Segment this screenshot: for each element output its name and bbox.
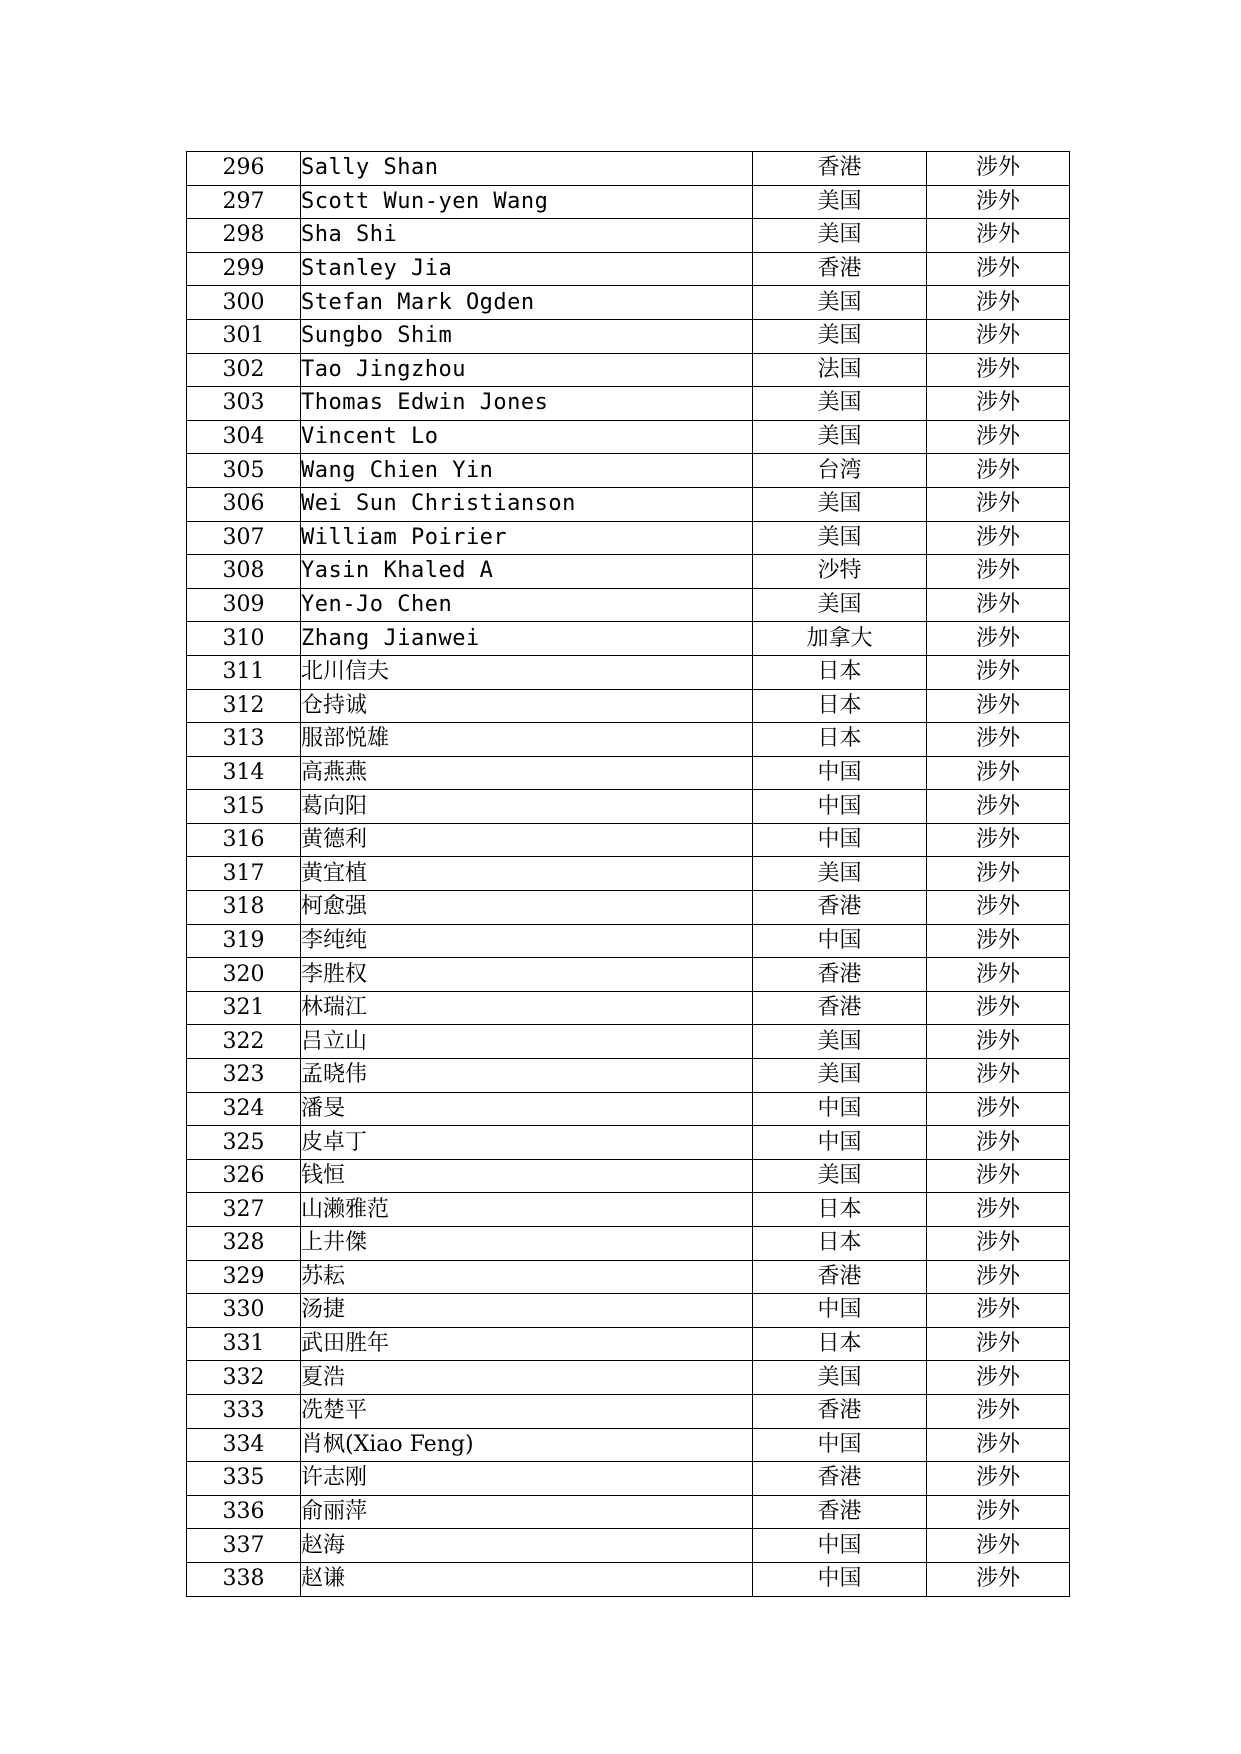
name-cell: Yasin Khaled A (301, 555, 753, 589)
name-cell: 汤捷 (301, 1294, 753, 1328)
name-cell: Stanley Jia (301, 252, 753, 286)
table-row (187, 655, 1070, 689)
category-cell: 涉外 (927, 387, 1070, 421)
row-number-cell: 330 (187, 1294, 301, 1328)
row-number-cell: 312 (187, 689, 301, 723)
region-cell: 香港 (753, 891, 927, 925)
region-cell: 日本 (753, 1227, 927, 1261)
name-cell: Yen-Jo Chen (301, 588, 753, 622)
name-cell: 柯愈强 (301, 891, 753, 925)
region-cell: 香港 (753, 252, 927, 286)
region-cell: 加拿大 (753, 622, 927, 656)
table-row (187, 823, 1070, 857)
row-number-cell: 306 (187, 487, 301, 521)
category-cell: 涉外 (927, 1193, 1070, 1227)
category-cell: 涉外 (927, 555, 1070, 589)
name-cell: 赵谦 (301, 1562, 753, 1596)
table-row (187, 1227, 1070, 1261)
name-cell: Wei Sun Christianson (301, 487, 753, 521)
region-cell: 中国 (753, 756, 927, 790)
row-number-cell: 301 (187, 319, 301, 353)
table-row (187, 891, 1070, 925)
row-number-cell: 317 (187, 857, 301, 891)
row-number-cell: 299 (187, 252, 301, 286)
region-cell: 美国 (753, 487, 927, 521)
table-row (187, 353, 1070, 387)
name-cell: 皮卓丁 (301, 1126, 753, 1160)
region-cell: 中国 (753, 924, 927, 958)
region-cell: 美国 (753, 286, 927, 320)
name-cell: Vincent Lo (301, 420, 753, 454)
region-cell: 美国 (753, 420, 927, 454)
category-cell: 涉外 (927, 1059, 1070, 1093)
table-row (187, 152, 1070, 186)
region-cell: 美国 (753, 185, 927, 219)
table-row (187, 924, 1070, 958)
table-row (187, 723, 1070, 757)
category-cell: 涉外 (927, 1126, 1070, 1160)
name-cell: 高燕燕 (301, 756, 753, 790)
table-row (187, 622, 1070, 656)
region-cell: 中国 (753, 790, 927, 824)
category-cell: 涉外 (927, 1327, 1070, 1361)
row-number-cell: 335 (187, 1462, 301, 1496)
name-cell: 武田胜年 (301, 1327, 753, 1361)
row-number-cell: 323 (187, 1059, 301, 1093)
category-cell: 涉外 (927, 454, 1070, 488)
row-number-cell: 318 (187, 891, 301, 925)
category-cell: 涉外 (927, 756, 1070, 790)
name-cell: 李胜权 (301, 958, 753, 992)
region-cell: 美国 (753, 219, 927, 253)
row-number-cell: 328 (187, 1227, 301, 1261)
region-cell: 日本 (753, 1327, 927, 1361)
region-cell: 日本 (753, 1193, 927, 1227)
row-number-cell: 327 (187, 1193, 301, 1227)
name-cell: 潘旻 (301, 1092, 753, 1126)
table-row (187, 1562, 1070, 1596)
name-cell: 苏耘 (301, 1260, 753, 1294)
row-number-cell: 307 (187, 521, 301, 555)
name-cell: 黄德利 (301, 823, 753, 857)
region-cell: 美国 (753, 319, 927, 353)
name-cell: 俞丽萍 (301, 1495, 753, 1529)
name-cell: Sally Shan (301, 152, 753, 186)
table-row (187, 857, 1070, 891)
category-cell: 涉外 (927, 1361, 1070, 1395)
name-cell: 肖枫(Xiao Feng) (301, 1428, 753, 1462)
region-cell: 美国 (753, 387, 927, 421)
row-number-cell: 338 (187, 1562, 301, 1596)
category-cell: 涉外 (927, 1159, 1070, 1193)
table-row (187, 252, 1070, 286)
registry-table-body (187, 152, 1070, 1597)
row-number-cell: 298 (187, 219, 301, 253)
category-cell: 涉外 (927, 924, 1070, 958)
name-cell: William Poirier (301, 521, 753, 555)
category-cell: 涉外 (927, 286, 1070, 320)
name-cell: 北川信夫 (301, 655, 753, 689)
table-row (187, 1059, 1070, 1093)
table-row (187, 756, 1070, 790)
category-cell: 涉外 (927, 487, 1070, 521)
region-cell: 中国 (753, 1294, 927, 1328)
name-cell: 李纯纯 (301, 924, 753, 958)
region-cell: 美国 (753, 521, 927, 555)
row-number-cell: 324 (187, 1092, 301, 1126)
region-cell: 香港 (753, 1394, 927, 1428)
table-row (187, 454, 1070, 488)
category-cell: 涉外 (927, 655, 1070, 689)
table-row (187, 521, 1070, 555)
category-cell: 涉外 (927, 723, 1070, 757)
category-cell: 涉外 (927, 152, 1070, 186)
table-row (187, 790, 1070, 824)
region-cell: 香港 (753, 152, 927, 186)
category-cell: 涉外 (927, 790, 1070, 824)
table-row (187, 1428, 1070, 1462)
table-row (187, 387, 1070, 421)
region-cell: 美国 (753, 1159, 927, 1193)
row-number-cell: 311 (187, 655, 301, 689)
table-row (187, 420, 1070, 454)
row-number-cell: 333 (187, 1394, 301, 1428)
name-cell: 服部悦雄 (301, 723, 753, 757)
table-row (187, 1529, 1070, 1563)
region-cell: 美国 (753, 1059, 927, 1093)
table-row (187, 286, 1070, 320)
row-number-cell: 329 (187, 1260, 301, 1294)
region-cell: 香港 (753, 1462, 927, 1496)
name-cell: Wang Chien Yin (301, 454, 753, 488)
category-cell: 涉外 (927, 353, 1070, 387)
region-cell: 日本 (753, 723, 927, 757)
table-row (187, 555, 1070, 589)
row-number-cell: 314 (187, 756, 301, 790)
category-cell: 涉外 (927, 1092, 1070, 1126)
region-cell: 中国 (753, 823, 927, 857)
table-row (187, 689, 1070, 723)
name-cell: 孟晓伟 (301, 1059, 753, 1093)
region-cell: 香港 (753, 1495, 927, 1529)
category-cell: 涉外 (927, 689, 1070, 723)
region-cell: 中国 (753, 1126, 927, 1160)
name-cell: Zhang Jianwei (301, 622, 753, 656)
row-number-cell: 309 (187, 588, 301, 622)
row-number-cell: 336 (187, 1495, 301, 1529)
row-number-cell: 300 (187, 286, 301, 320)
table-row (187, 1193, 1070, 1227)
row-number-cell: 325 (187, 1126, 301, 1160)
category-cell: 涉外 (927, 1495, 1070, 1529)
region-cell: 美国 (753, 1361, 927, 1395)
table-row (187, 958, 1070, 992)
region-cell: 美国 (753, 1025, 927, 1059)
name-cell: 许志刚 (301, 1462, 753, 1496)
table-row (187, 1495, 1070, 1529)
name-cell: 上井傑 (301, 1227, 753, 1261)
row-number-cell: 313 (187, 723, 301, 757)
table-row (187, 219, 1070, 253)
name-cell: 黄宜植 (301, 857, 753, 891)
region-cell: 香港 (753, 958, 927, 992)
category-cell: 涉外 (927, 857, 1070, 891)
row-number-cell: 303 (187, 387, 301, 421)
category-cell: 涉外 (927, 891, 1070, 925)
table-row (187, 1260, 1070, 1294)
category-cell: 涉外 (927, 252, 1070, 286)
name-cell: 山濑雅范 (301, 1193, 753, 1227)
region-cell: 日本 (753, 655, 927, 689)
table-row (187, 1327, 1070, 1361)
table-row (187, 487, 1070, 521)
name-cell: 仓持诚 (301, 689, 753, 723)
table-row (187, 991, 1070, 1025)
row-number-cell: 308 (187, 555, 301, 589)
table-row (187, 1092, 1070, 1126)
table-row (187, 588, 1070, 622)
region-cell: 中国 (753, 1428, 927, 1462)
region-cell: 台湾 (753, 454, 927, 488)
table-row (187, 319, 1070, 353)
region-cell: 中国 (753, 1562, 927, 1596)
category-cell: 涉外 (927, 1294, 1070, 1328)
category-cell: 涉外 (927, 991, 1070, 1025)
category-cell: 涉外 (927, 1025, 1070, 1059)
category-cell: 涉外 (927, 1529, 1070, 1563)
registry-table (186, 151, 1070, 1597)
category-cell: 涉外 (927, 1394, 1070, 1428)
table-row (187, 1159, 1070, 1193)
row-number-cell: 322 (187, 1025, 301, 1059)
name-cell: 夏浩 (301, 1361, 753, 1395)
row-number-cell: 326 (187, 1159, 301, 1193)
row-number-cell: 319 (187, 924, 301, 958)
name-cell: 葛向阳 (301, 790, 753, 824)
category-cell: 涉外 (927, 319, 1070, 353)
name-cell: Tao Jingzhou (301, 353, 753, 387)
region-cell: 沙特 (753, 555, 927, 589)
row-number-cell: 315 (187, 790, 301, 824)
category-cell: 涉外 (927, 1562, 1070, 1596)
row-number-cell: 302 (187, 353, 301, 387)
category-cell: 涉外 (927, 823, 1070, 857)
table-row (187, 1394, 1070, 1428)
name-cell: 钱恒 (301, 1159, 753, 1193)
row-number-cell: 297 (187, 185, 301, 219)
name-cell: 冼楚平 (301, 1394, 753, 1428)
row-number-cell: 296 (187, 152, 301, 186)
category-cell: 涉外 (927, 521, 1070, 555)
name-cell: Sungbo Shim (301, 319, 753, 353)
name-cell: Scott Wun-yen Wang (301, 185, 753, 219)
table-row (187, 1361, 1070, 1395)
region-cell: 香港 (753, 991, 927, 1025)
category-cell: 涉外 (927, 1462, 1070, 1496)
category-cell: 涉外 (927, 1260, 1070, 1294)
row-number-cell: 316 (187, 823, 301, 857)
category-cell: 涉外 (927, 185, 1070, 219)
category-cell: 涉外 (927, 622, 1070, 656)
region-cell: 美国 (753, 588, 927, 622)
category-cell: 涉外 (927, 219, 1070, 253)
row-number-cell: 321 (187, 991, 301, 1025)
row-number-cell: 304 (187, 420, 301, 454)
region-cell: 中国 (753, 1092, 927, 1126)
row-number-cell: 334 (187, 1428, 301, 1462)
region-cell: 香港 (753, 1260, 927, 1294)
category-cell: 涉外 (927, 420, 1070, 454)
region-cell: 日本 (753, 689, 927, 723)
category-cell: 涉外 (927, 1428, 1070, 1462)
category-cell: 涉外 (927, 958, 1070, 992)
table-row (187, 1126, 1070, 1160)
name-cell: 吕立山 (301, 1025, 753, 1059)
row-number-cell: 310 (187, 622, 301, 656)
table-row (187, 1462, 1070, 1496)
table-row (187, 185, 1070, 219)
name-cell: Stefan Mark Ogden (301, 286, 753, 320)
row-number-cell: 332 (187, 1361, 301, 1395)
name-cell: Thomas Edwin Jones (301, 387, 753, 421)
table-row (187, 1294, 1070, 1328)
table-row (187, 1025, 1070, 1059)
region-cell: 美国 (753, 857, 927, 891)
region-cell: 法国 (753, 353, 927, 387)
row-number-cell: 337 (187, 1529, 301, 1563)
name-cell: 林瑞江 (301, 991, 753, 1025)
row-number-cell: 305 (187, 454, 301, 488)
row-number-cell: 331 (187, 1327, 301, 1361)
region-cell: 中国 (753, 1529, 927, 1563)
row-number-cell: 320 (187, 958, 301, 992)
name-cell: 赵海 (301, 1529, 753, 1563)
category-cell: 涉外 (927, 588, 1070, 622)
name-cell: Sha Shi (301, 219, 753, 253)
category-cell: 涉外 (927, 1227, 1070, 1261)
